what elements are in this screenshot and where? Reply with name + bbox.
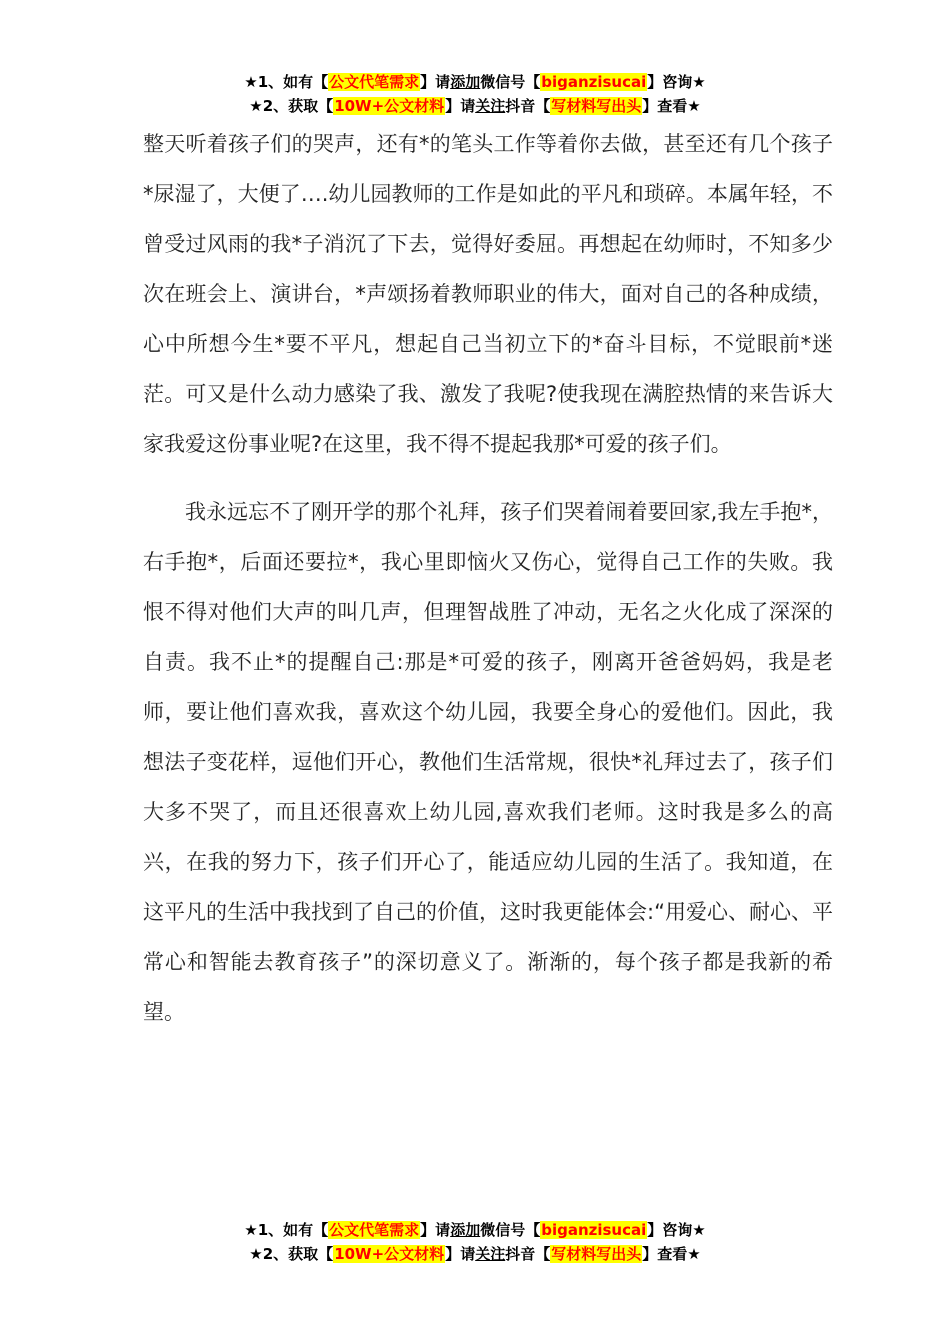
body-paragraph-2: 我永远忘不了刚开学的那个礼拜，孩子们哭着闹着要回家,我左手抱*，右手抱*，后面还要拉*，我心里即恼火又伤心，觉得自己工作的失败。我恨不得对他们大声的叫几声，但理智战胜了冲动，无名之火化成了深深的自责。我不止*的提醒自己:那是*可爱的孩子，刚离开爸爸妈妈，我是老师，要让他们喜欢我，喜欢这个幼儿园，我要全身心的爱他们。因此，我想法子变花样，逗他们开心，教他们生活常规，很快*礼拜过去了，孩子们大多不哭了，而且还很喜欢上幼儿园,喜欢我们老师。这时我是多么的高兴，在我的努力下，孩子们开心了，能适应幼儿园的生活了。我知道，在这平凡的生活中我找到了自己的价值，这时我更能体会:“用爱心、耐心、平常心和智能去教育孩子”的深切意义了。渐渐的，每个孩子都是我新的希望。	[143, 500, 833, 1024]
banner-line-2-prefix: ★2、获取【	[249, 97, 334, 115]
footer-line-2-prefix: ★2、获取【	[249, 1245, 334, 1263]
footer-line-1-prefix: ★1、如有【	[244, 1221, 329, 1239]
banner-line-2-underlined: 关注	[475, 97, 506, 115]
banner-line-1-middle: 】请	[420, 73, 451, 91]
footer-line-1-highlight-wechat: biganzisucai	[541, 1221, 647, 1239]
footer-line-1-underlined: 添加	[450, 1221, 481, 1239]
document-body	[143, 119, 833, 1037]
banner-line-1-highlight-service: 公文代笔需求	[329, 73, 420, 91]
body-paragraph-1: 整天听着孩子们的哭声，还有*的笔头工作等着你去做，甚至还有几个孩子*尿湿了，大便了….幼儿园教师的工作是如此的平凡和琐碎。本属年轻，不曾受过风雨的我*子消沉了下去，觉得好委屈。再想起在幼师时，不知多少次在班会上、演讲台，*声颂扬着教师职业的伟大，面对自己的各种成绩，心中所想今生*要不平凡，想起自己当初立下的*奋斗目标，不觉眼前*迷茫。可又是什么动力感染了我、激发了我呢?使我现在满腔热情的来告诉大家我爱这份事业呢?在这里，我不得不提起我那*可爱的孩子们。	[143, 132, 833, 456]
footer-line-2-suffix: 】查看★	[642, 1245, 701, 1263]
banner-line-1-suffix: 】咨询★	[647, 73, 706, 91]
banner-line-2-suffix: 】查看★	[642, 97, 701, 115]
banner-line-1	[0, 70, 950, 94]
banner-line-1-prefix: ★1、如有【	[244, 73, 329, 91]
footer-line-1	[0, 1218, 950, 1242]
footer-line-2	[0, 1242, 950, 1266]
footer-line-2-middle: 】请	[445, 1245, 476, 1263]
footer-line-1-middle-2: 微信号【	[480, 1221, 541, 1239]
footer-line-1-highlight-service: 公文代笔需求	[329, 1221, 420, 1239]
banner-line-1-highlight-wechat: biganzisucai	[541, 73, 647, 91]
banner-line-2-middle-2: 抖音【	[505, 97, 551, 115]
banner-line-1-middle-2: 微信号【	[480, 73, 541, 91]
banner-line-2	[0, 94, 950, 118]
footer-line-1-suffix: 】咨询★	[647, 1221, 706, 1239]
footer-line-2-highlight-douyin: 写材料写出头	[551, 1245, 642, 1263]
banner-line-1-underlined: 添加	[450, 73, 481, 91]
banner-line-2-highlight-douyin: 写材料写出头	[551, 97, 642, 115]
banner-line-2-middle: 】请	[445, 97, 476, 115]
footer-line-2-middle-2: 抖音【	[505, 1245, 551, 1263]
footer-line-1-middle: 】请	[420, 1221, 451, 1239]
banner-line-2-highlight-materials: 10W+公文材料	[334, 97, 445, 115]
footer-line-2-highlight-materials: 10W+公文材料	[334, 1245, 445, 1263]
footer-line-2-underlined: 关注	[475, 1245, 506, 1263]
footer-banner	[0, 1218, 950, 1266]
header-banner	[0, 70, 950, 118]
